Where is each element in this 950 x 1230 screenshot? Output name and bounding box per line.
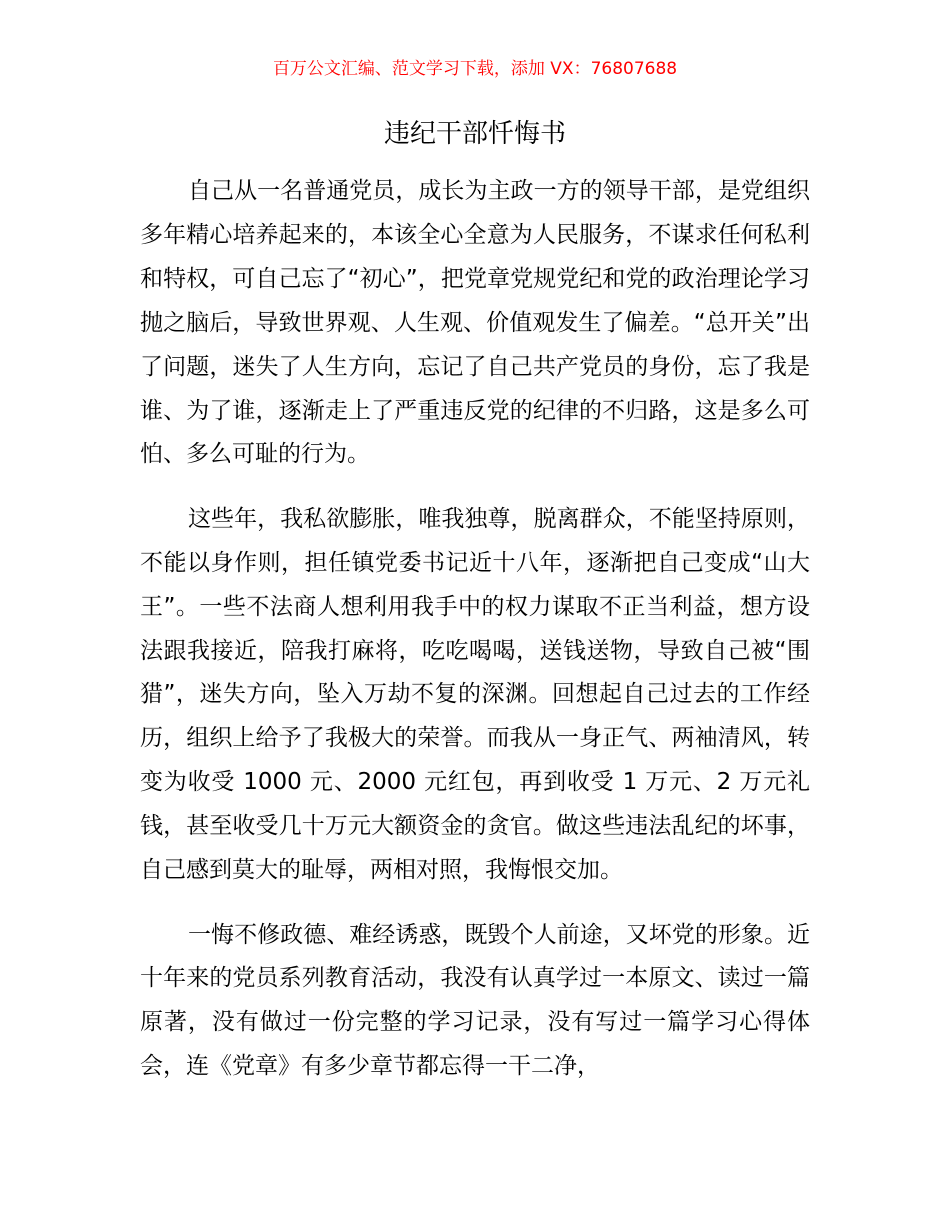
document-title: 违纪干部忏悔书 — [383, 119, 566, 149]
paragraph: 这些年，我私欲膨胀，唯我独尊，脱离群众，不能坚持原则，不能以身作则，担任镇党委书记近十八年，逐渐把自己变成“山大王”。一些不法商人想利用我手中的权力谋取不正当利益，想方设法跟我接近，陪我打麻将，吃吃喝喝，送钱送物，导致自己被“围猎”，迷失方向，坠入万劫不复的深渊。回想起自己过去的工作经历，组织上给予了我极大的荣誉。而我从一身正气、两袖清风，转变为收受 1000 元、2000 元红包，再到收受 1 万元、2 万元礼钱，甚至收受几十万元大额资金的贪官。做这些违法乱纪的坏事，自己感到莫大的耻辱，两相对照，我悔恨交加。 — [140, 505, 810, 884]
paragraph: 一悔不修政德、难经诱惑，既毁个人前途，又坏党的形象。近十年来的党员系列教育活动，我没有认真学过一本原文、读过一篇原著，没有做过一份完整的学习记录，没有写过一篇学习心得体会，连《党章》有多少章节都忘得一干二净， — [140, 921, 810, 1080]
paragraph: 自己从一名普通党员，成长为主政一方的领导干部，是党组织多年精心培养起来的，本该全心全意为人民服务，不谋求任何私利和特权，可自己忘了“初心”，把党章党规党纪和党的政治理论学习抛之脑后，导致世界观、人生观、价值观发生了偏差。“总开关”出了问题，迷失了人生方向，忘记了自己共产党员的身份，忘了我是谁、为了谁，逐渐走上了严重违反党的纪律的不归路，这是多么可怕、多么可耻的行为。 — [140, 178, 810, 468]
document-body — [140, 170, 810, 1089]
header-download-note: 百万公文汇编、范文学习下载，添加 VX：76807688 — [272, 59, 678, 79]
